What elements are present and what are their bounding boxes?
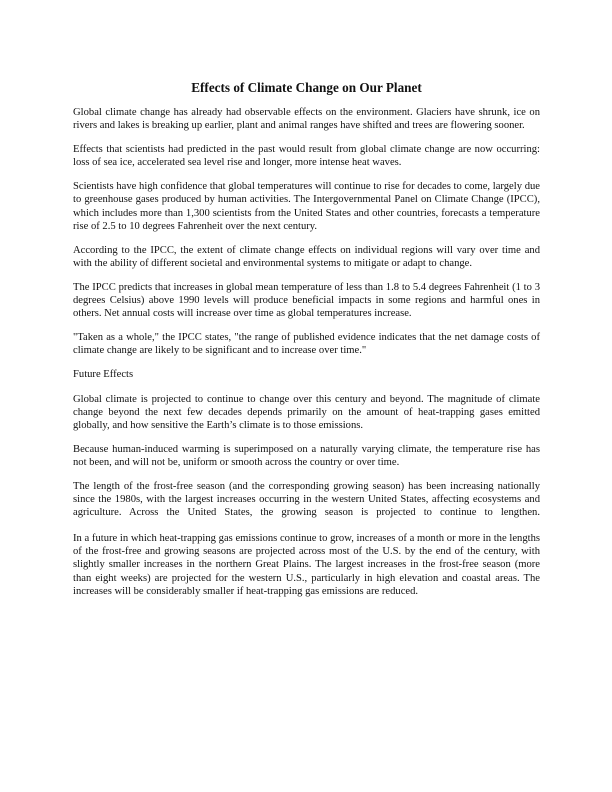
paragraph-future-emissions: In a future in which heat-trapping gas emissions continue to grow, increases of a month or more in the lengths of the frost-free and growing seasons are projected across most of the U.S. by the end of the century, with slightly smaller increases in the northern Great Plains. The largest increases in the frost-free season (more than eight weeks) are projected for the western U.S., particularly in high elevation and coastal areas. The increases will be considerably smaller if heat-trapping gas emissions are reduced. [73, 533, 540, 597]
paragraph-ipcc-quote: "Taken as a whole," the IPCC states, "the range of published evidence indicates that the net damage costs of climate change are likely to be significant and to increase over time." [73, 332, 540, 357]
paragraph-predicted-effects: Effects that scientists had predicted in the past would result from global climate change are now occurring: loss of sea ice, accelerated sea level rise and longer, more intense heat waves. [73, 144, 540, 169]
paragraph-global-climate-projection: Global climate is projected to continue to change over this century and beyond. The magnitude of climate change beyond the next few decades depends primarily on the amount of heat-trapping gases emitted globally, and how sensitive the Earth’s climate is to those emissions. [73, 393, 540, 431]
paragraph-ipcc-regions: According to the IPCC, the extent of climate change effects on individual regions will vary over time and with the ability of different societal and environmental systems to mitigate or adapt to change. [73, 244, 540, 269]
section-heading-future-effects: Future Effects [73, 369, 134, 381]
paragraph-scientists-confidence: Scientists have high confidence that global temperatures will continue to rise for decades to come, largely due to greenhouse gases produced by human activities. The Intergovernmental Panel on Climate Change (IPCC), which includes more than 1,300 scientists from the United States and other countries, forecasts a temperature rise of 2.5 to 10 degrees Fahrenheit over the next century. [73, 181, 540, 232]
paragraph-human-induced-warming: Because human-induced warming is superimposed on a naturally varying climate, the temperature rise has not been, and will not be, uniform or smooth across the country or over time. [73, 443, 540, 468]
document-title: Effects of Climate Change on Our Planet [191, 80, 422, 95]
paragraph-observable-effects: Global climate change has already had observable effects on the environment. Glaciers have shrunk, ice on rivers and lakes is breaking up earlier, plant and animal ranges have shifted and trees are flowering sooner. [73, 107, 540, 132]
document-page [73, 80, 540, 609]
paragraph-frost-free-season: The length of the frost-free season (and the corresponding growing season) has been increasing nationally since the 1980s, with the largest increases occurring in the western United States, affecting ecosystems and agriculture. Across the United States, the growing season is projected to continue to lengthen. [73, 480, 540, 519]
paragraph-ipcc-predicts: The IPCC predicts that increases in global mean temperature of less than 1.8 to 5.4 degrees Fahrenheit (1 to 3 degrees Celsius) above 1990 levels will produce beneficial impacts in some regions and harmful ones in others. Net annual costs will increase over time as global temperatures increase. [73, 281, 540, 320]
